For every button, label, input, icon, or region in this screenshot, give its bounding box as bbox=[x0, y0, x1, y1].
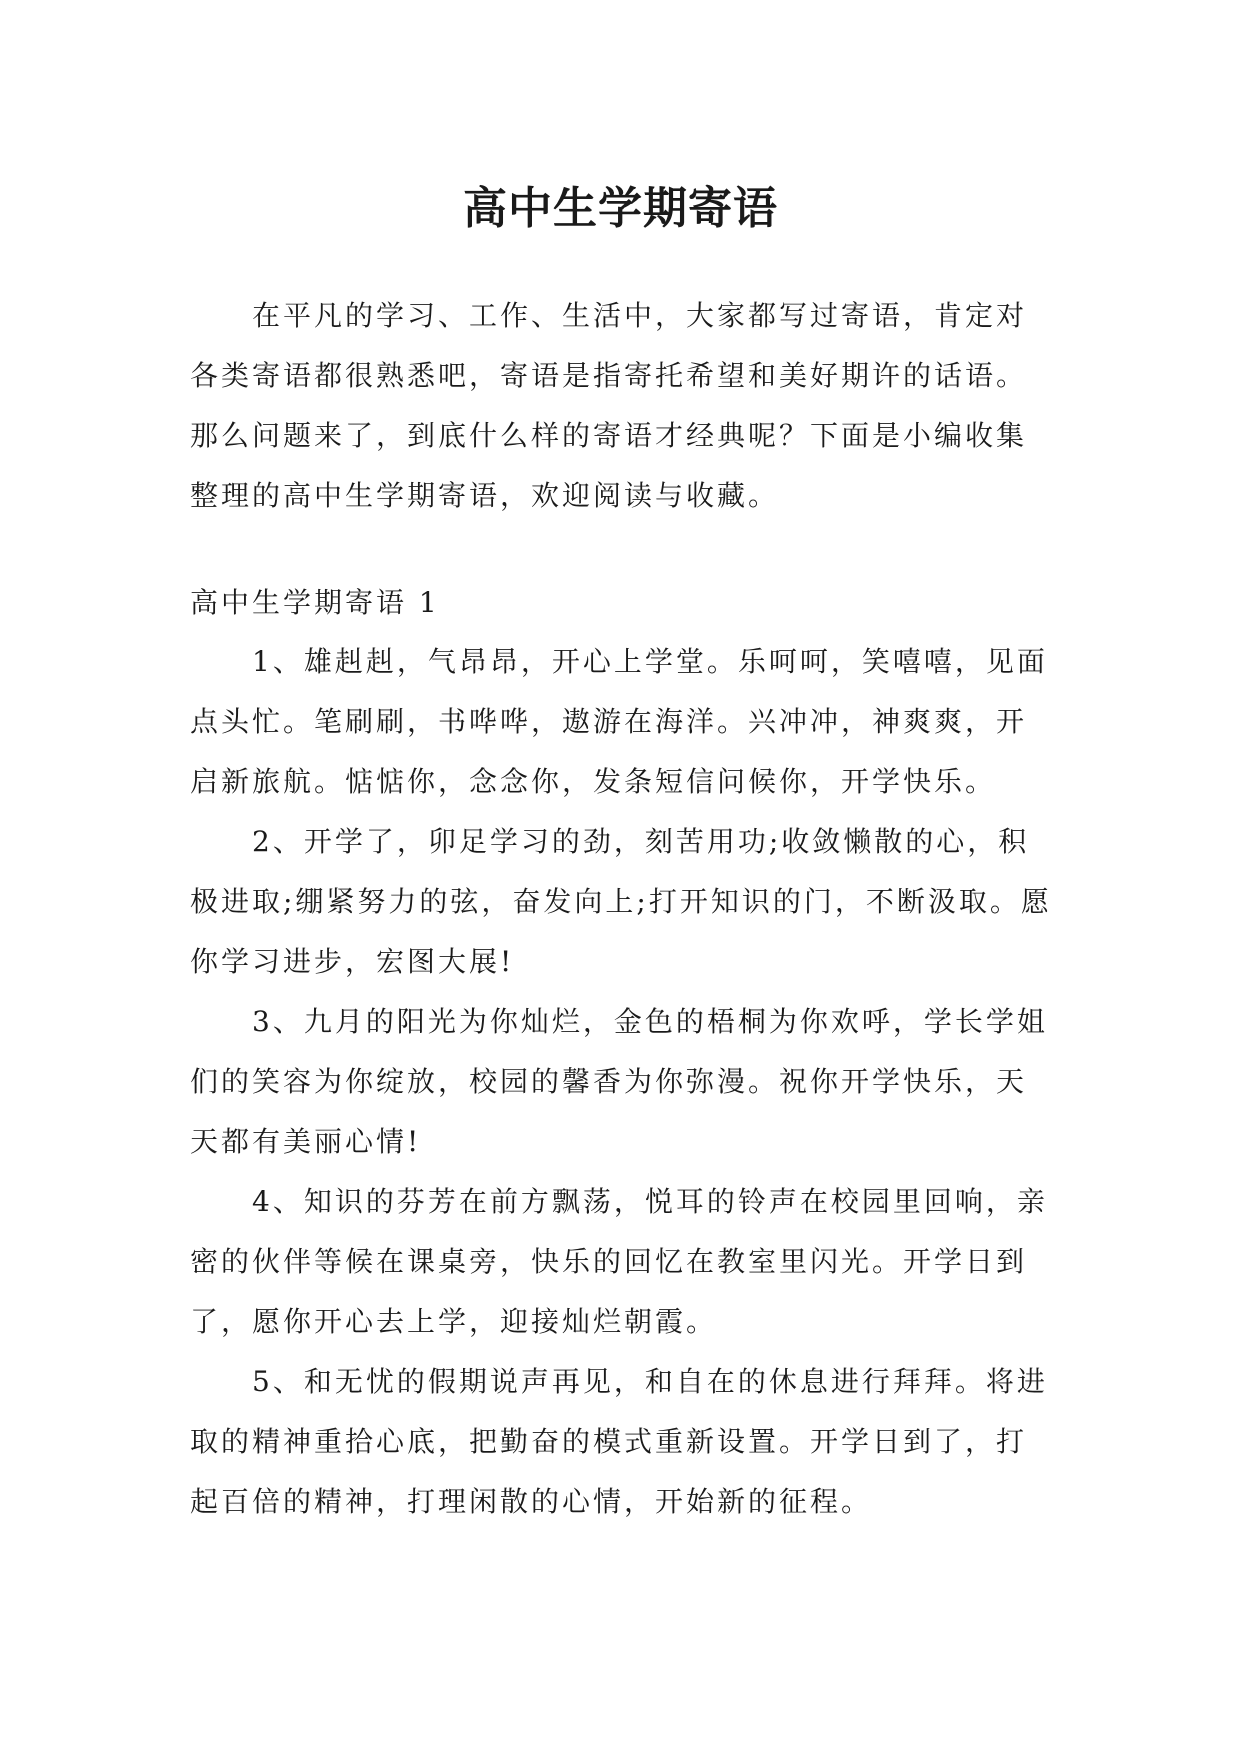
document-title: 高中生学期寄语 bbox=[463, 183, 778, 235]
message-item-4: 4、知识的芬芳在前方飘荡，悦耳的铃声在校园里回响，亲密的伙伴等候在课桌旁，快乐的回忆在教室里闪光。开学日到了，愿你开心去上学，迎接灿烂朝霞。 bbox=[190, 1185, 1048, 1338]
message-item-3: 3、九月的阳光为你灿烂，金色的梧桐为你欢呼，学长学姐们的笑容为你绽放，校园的馨香为你弥漫。祝你开学快乐，天天都有美丽心情! bbox=[190, 1005, 1048, 1158]
message-list bbox=[190, 632, 1056, 1532]
message-item-1: 1、雄赳赳，气昂昂，开心上学堂。乐呵呵，笑嘻嘻，见面点头忙。笔刷刷，书哗哗，遨游在海洋。兴冲冲，神爽爽，开启新旅航。惦惦你，念念你，发条短信问候你，开学快乐。 bbox=[190, 645, 1048, 798]
message-item-2: 2、开学了，卯足学习的劲，刻苦用功;收敛懒散的心，积极进取;绷紧努力的弦，奋发向上;打开知识的门，不断汲取。愿你学习进步，宏图大展! bbox=[190, 825, 1052, 978]
section-heading: 高中生学期寄语 1 bbox=[190, 586, 440, 619]
intro-paragraph: 在平凡的学习、工作、生活中，大家都写过寄语，肯定对各类寄语都很熟悉吧，寄语是指寄托希望和美好期许的话语。那么问题来了，到底什么样的寄语才经典呢？下面是小编收集整理的高中生学期寄语，欢迎阅读与收藏。 bbox=[190, 299, 1028, 512]
message-item-5: 5、和无忧的假期说声再见，和自在的休息进行拜拜。将进取的精神重拾心底，把勤奋的模式重新设置。开学日到了，打起百倍的精神，打理闲散的心情，开始新的征程。 bbox=[190, 1365, 1048, 1518]
